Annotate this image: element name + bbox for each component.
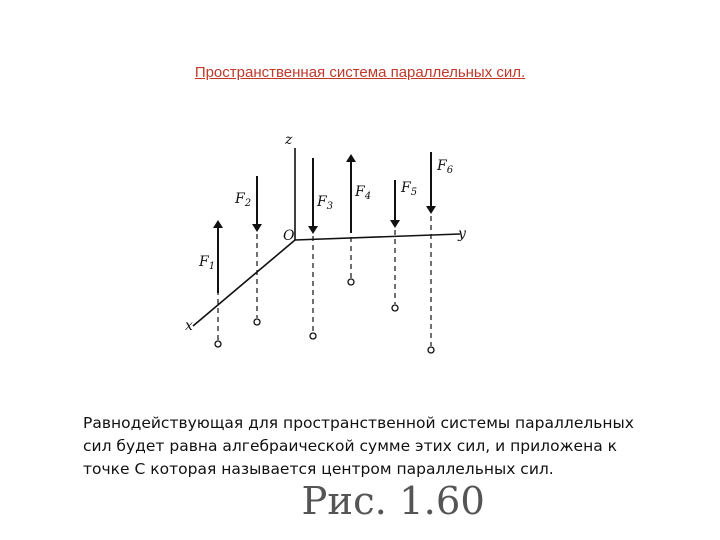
svg-text:F5: $F_5$	[401, 180, 418, 198]
origin-label: O	[283, 228, 295, 244]
svg-text:F2: $F_2$	[235, 191, 252, 209]
force-f5	[392, 180, 417, 311]
figure-caption-fragment	[302, 479, 485, 524]
y-axis	[295, 234, 460, 240]
force-f4	[348, 158, 371, 285]
x-axis	[193, 240, 295, 326]
force-f6	[428, 152, 454, 353]
y-axis-label: y	[458, 226, 466, 242]
svg-text:Рис. 1.60: Рис. 1.60	[301, 479, 485, 524]
svg-text:F4: $F_4$	[355, 184, 372, 202]
slide-body-text: Равнодействующая для пространственной системы параллельных сил будет равна алгебраической сумме этих сил, и приложена к точке С которая называется центром параллельных сил.	[83, 414, 634, 478]
svg-text:F6: $F_6$	[437, 158, 454, 176]
z-axis-label: z	[285, 132, 293, 148]
svg-text:F3: $F_3$	[317, 194, 334, 212]
force-f2	[234, 176, 260, 325]
svg-text:F1: $F_1$	[199, 254, 216, 272]
x-axis-label: x	[185, 318, 193, 334]
slide-title: Пространственная система параллельных сил.	[194, 64, 526, 81]
force-f1	[198, 224, 221, 347]
force-f3	[310, 158, 333, 339]
